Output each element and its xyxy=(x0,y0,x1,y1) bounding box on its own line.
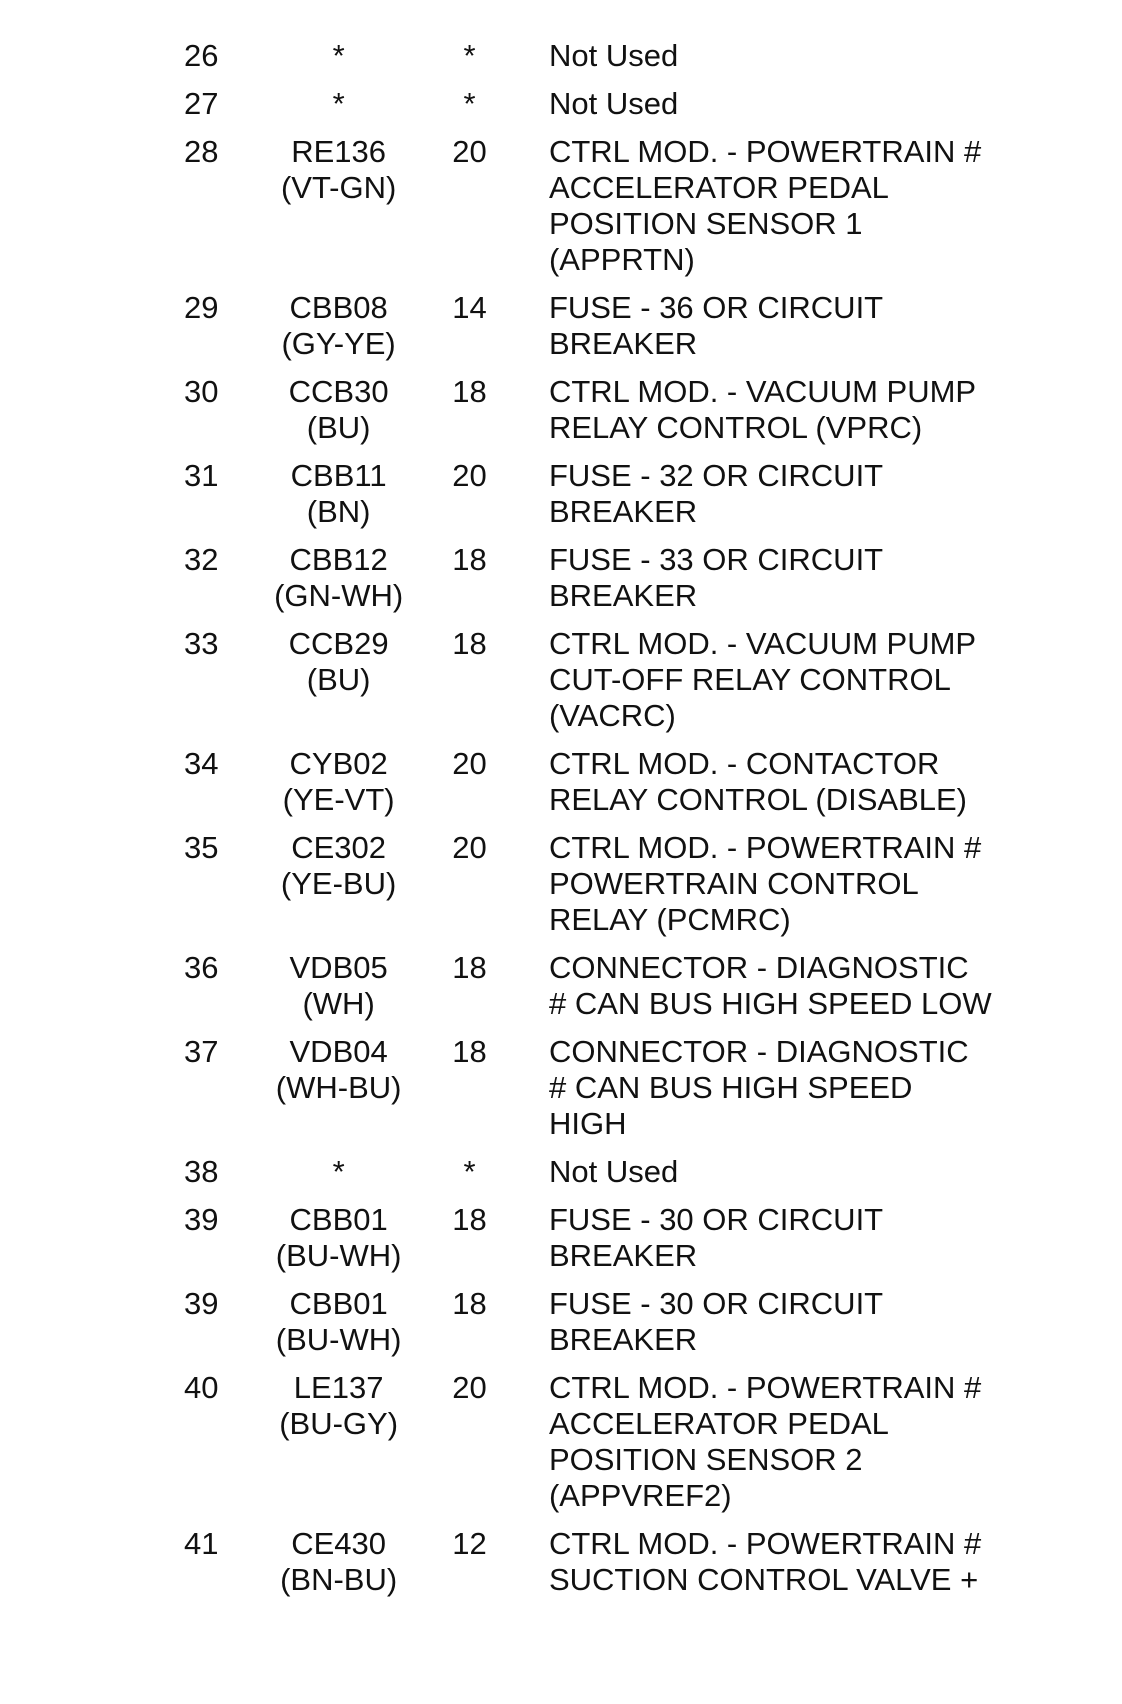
wire-color: (BU-WH) xyxy=(275,1238,402,1273)
table-row xyxy=(170,626,1040,746)
wire-color: (YE-BU) xyxy=(280,866,397,901)
circuit-code: CYB02 xyxy=(289,746,388,781)
function-cell xyxy=(527,290,1040,374)
cavity-number: 28 xyxy=(184,134,219,169)
circuit-cell xyxy=(265,626,412,746)
cavity-number: 37 xyxy=(184,1034,219,1069)
table-row xyxy=(170,1034,1040,1154)
function-text: CTRL MOD. - VACUUM PUMP xyxy=(548,626,977,661)
wire-gauge: 18 xyxy=(452,542,487,577)
cavity-number: 41 xyxy=(184,1526,219,1561)
function-text: CTRL MOD. - VACUUM PUMP xyxy=(548,374,977,409)
function-text: Not Used xyxy=(548,86,679,121)
wire-color: (YE-VT) xyxy=(282,782,395,817)
cavity-number: 38 xyxy=(184,1154,219,1189)
wire-color: (BU) xyxy=(306,410,371,445)
function-cell xyxy=(527,38,1040,86)
function-text: (APPVREF2) xyxy=(548,1478,732,1513)
function-text: CTRL MOD. - POWERTRAIN # xyxy=(548,134,982,169)
wire-gauge: 20 xyxy=(452,1370,487,1405)
cavity-number: 30 xyxy=(184,374,219,409)
circuit-cell xyxy=(265,1370,412,1526)
table-row xyxy=(170,1286,1040,1370)
circuit-code: CE430 xyxy=(291,1526,387,1561)
function-text: SUCTION CONTROL VALVE + xyxy=(548,1562,979,1597)
cavity-number: 29 xyxy=(184,290,219,325)
cavity-number: 40 xyxy=(184,1370,219,1405)
wire-gauge: 18 xyxy=(452,1286,487,1321)
cavity-number: 31 xyxy=(184,458,219,493)
circuit-code: * xyxy=(332,86,345,121)
wire-gauge: 18 xyxy=(452,374,487,409)
circuit-cell xyxy=(265,746,412,830)
function-cell xyxy=(527,626,1040,746)
wire-gauge: 20 xyxy=(452,458,487,493)
wire-color: (GN-WH) xyxy=(274,578,404,613)
cavity-number: 27 xyxy=(184,86,219,121)
wire-gauge: 20 xyxy=(452,830,487,865)
function-text: BREAKER xyxy=(548,1238,698,1273)
wire-gauge: * xyxy=(463,38,476,73)
circuit-cell xyxy=(265,458,412,542)
wire-gauge: * xyxy=(463,86,476,121)
wire-color: (BU-WH) xyxy=(275,1322,402,1357)
circuit-code: RE136 xyxy=(291,134,387,169)
function-text: FUSE - 36 OR CIRCUIT xyxy=(548,290,884,325)
function-text: BREAKER xyxy=(548,578,698,613)
function-cell xyxy=(527,1202,1040,1286)
circuit-cell xyxy=(265,830,412,950)
circuit-code: CBB08 xyxy=(289,290,388,325)
wire-color: (VT-GN) xyxy=(280,170,397,205)
circuit-code: VDB05 xyxy=(289,950,388,985)
function-text: CUT-OFF RELAY CONTROL xyxy=(548,662,951,697)
table-row xyxy=(170,134,1040,290)
function-text: Not Used xyxy=(548,1154,679,1189)
function-text: BREAKER xyxy=(548,494,698,529)
function-cell xyxy=(527,1370,1040,1526)
cavity-number: 39 xyxy=(184,1286,219,1321)
function-text: BREAKER xyxy=(548,326,698,361)
function-text: POSITION SENSOR 2 xyxy=(548,1442,863,1477)
function-text: POSITION SENSOR 1 xyxy=(548,206,863,241)
wire-gauge: 20 xyxy=(452,134,487,169)
wire-color: (BN-BU) xyxy=(280,1562,398,1597)
wire-color: (WH-BU) xyxy=(275,1070,402,1105)
circuit-cell xyxy=(265,542,412,626)
table-row xyxy=(170,1154,1040,1202)
function-cell xyxy=(527,374,1040,458)
circuit-cell xyxy=(265,134,412,290)
circuit-cell xyxy=(265,1034,412,1154)
circuit-cell xyxy=(265,950,412,1034)
wire-color: (BN) xyxy=(306,494,371,529)
function-cell xyxy=(527,1034,1040,1154)
function-cell xyxy=(527,134,1040,290)
function-cell xyxy=(527,1286,1040,1370)
cavity-number: 32 xyxy=(184,542,219,577)
function-text: CONNECTOR - DIAGNOSTIC xyxy=(548,1034,969,1069)
cavity-number: 26 xyxy=(184,38,219,73)
function-text: (APPRTN) xyxy=(548,242,695,277)
table-row xyxy=(170,746,1040,830)
function-text: CTRL MOD. - POWERTRAIN # xyxy=(548,830,982,865)
wire-gauge: 18 xyxy=(452,626,487,661)
cavity-number: 34 xyxy=(184,746,219,781)
wire-color: (WH) xyxy=(302,986,375,1021)
function-cell xyxy=(527,950,1040,1034)
function-text: ACCELERATOR PEDAL xyxy=(548,170,889,205)
wire-gauge: 14 xyxy=(452,290,487,325)
circuit-code: CE302 xyxy=(291,830,387,865)
cavity-number: 35 xyxy=(184,830,219,865)
circuit-cell xyxy=(265,1202,412,1286)
table-row xyxy=(170,1526,1040,1610)
function-text: CONNECTOR - DIAGNOSTIC xyxy=(548,950,969,985)
function-text: ACCELERATOR PEDAL xyxy=(548,1406,889,1441)
function-text: RELAY CONTROL (DISABLE) xyxy=(548,782,967,817)
function-text: CTRL MOD. - POWERTRAIN # xyxy=(548,1526,982,1561)
table-row xyxy=(170,542,1040,626)
wire-color: (BU) xyxy=(306,662,371,697)
circuit-code: CBB11 xyxy=(290,458,387,493)
circuit-cell xyxy=(265,1286,412,1370)
table-row xyxy=(170,1370,1040,1526)
wire-color: (GY-YE) xyxy=(281,326,396,361)
circuit-cell xyxy=(265,86,412,134)
function-text: BREAKER xyxy=(548,1322,698,1357)
table-row xyxy=(170,374,1040,458)
pinout-table-body xyxy=(170,38,1040,1610)
function-text: HIGH xyxy=(548,1106,627,1141)
cavity-number: 36 xyxy=(184,950,219,985)
circuit-code: * xyxy=(332,1154,345,1189)
circuit-cell xyxy=(265,1526,412,1610)
circuit-code: LE137 xyxy=(293,1370,384,1405)
circuit-code: CCB30 xyxy=(288,374,389,409)
function-text: RELAY (PCMRC) xyxy=(548,902,791,937)
wire-color: (BU-GY) xyxy=(279,1406,399,1441)
function-cell xyxy=(527,458,1040,542)
table-row xyxy=(170,950,1040,1034)
table-row xyxy=(170,458,1040,542)
function-cell xyxy=(527,746,1040,830)
wire-gauge: 20 xyxy=(452,746,487,781)
circuit-code: CBB01 xyxy=(289,1286,388,1321)
circuit-cell xyxy=(265,38,412,86)
function-text: FUSE - 33 OR CIRCUIT xyxy=(548,542,884,577)
circuit-code: CBB01 xyxy=(289,1202,388,1237)
circuit-code: CBB12 xyxy=(289,542,388,577)
table-row xyxy=(170,290,1040,374)
circuit-code: * xyxy=(332,38,345,73)
wire-gauge: 18 xyxy=(452,1034,487,1069)
circuit-code: CCB29 xyxy=(288,626,389,661)
circuit-cell xyxy=(265,290,412,374)
function-cell xyxy=(527,542,1040,626)
function-text: Not Used xyxy=(548,38,679,73)
cavity-number: 39 xyxy=(184,1202,219,1237)
circuit-cell xyxy=(265,374,412,458)
function-text: CTRL MOD. - CONTACTOR xyxy=(548,746,940,781)
function-cell xyxy=(527,1154,1040,1202)
function-text: # CAN BUS HIGH SPEED LOW xyxy=(548,986,992,1021)
table-row xyxy=(170,86,1040,134)
table-row xyxy=(170,1202,1040,1286)
function-cell xyxy=(527,86,1040,134)
connector-pinout-table xyxy=(170,38,1040,1610)
wire-gauge: * xyxy=(463,1154,476,1189)
function-cell xyxy=(527,1526,1040,1610)
circuit-cell xyxy=(265,1154,412,1202)
cavity-number: 33 xyxy=(184,626,219,661)
wire-gauge: 18 xyxy=(452,1202,487,1237)
function-text: FUSE - 30 OR CIRCUIT xyxy=(548,1202,884,1237)
circuit-code: VDB04 xyxy=(289,1034,388,1069)
function-text: (VACRC) xyxy=(548,698,676,733)
wire-gauge: 12 xyxy=(452,1526,487,1561)
wire-gauge: 18 xyxy=(452,950,487,985)
function-cell xyxy=(527,830,1040,950)
function-text: FUSE - 32 OR CIRCUIT xyxy=(548,458,884,493)
function-text: RELAY CONTROL (VPRC) xyxy=(548,410,923,445)
table-row xyxy=(170,38,1040,86)
table-row xyxy=(170,830,1040,950)
function-text: # CAN BUS HIGH SPEED xyxy=(548,1070,913,1105)
function-text: POWERTRAIN CONTROL xyxy=(548,866,919,901)
function-text: CTRL MOD. - POWERTRAIN # xyxy=(548,1370,982,1405)
function-text: FUSE - 30 OR CIRCUIT xyxy=(548,1286,884,1321)
